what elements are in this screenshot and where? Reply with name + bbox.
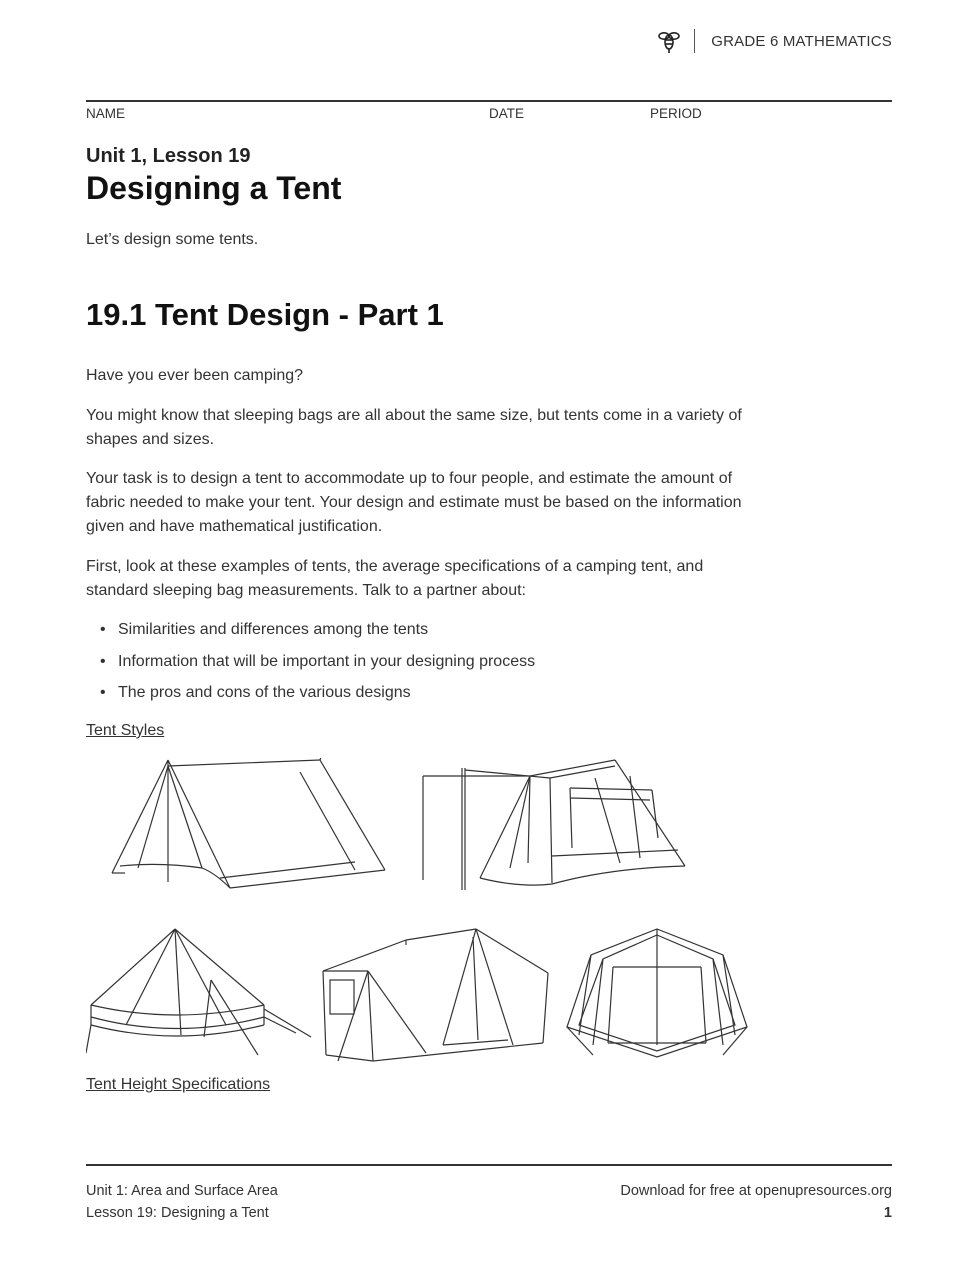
name-field-label: NAME bbox=[86, 106, 126, 121]
bell-tent-illustration bbox=[86, 925, 314, 1060]
hexagonal-screen-tent-illustration bbox=[563, 925, 751, 1065]
tent-height-heading: Tent Height Specifications bbox=[86, 1076, 271, 1093]
a-frame-tent-illustration bbox=[110, 758, 390, 893]
paragraph: You might know that sleeping bags are all about the same size, but tents come in a variety of shapes and sizes. bbox=[86, 407, 742, 448]
bee-icon bbox=[656, 28, 682, 54]
date-field-label: DATE bbox=[489, 106, 525, 121]
download-link[interactable]: Download for free at openupresources.org bbox=[620, 1183, 892, 1199]
unit-lesson-label: Unit 1, Lesson 19 bbox=[86, 145, 251, 167]
list-item: • Similarities and differences among the tents bbox=[100, 619, 535, 651]
wall-tent-illustration bbox=[318, 925, 553, 1065]
page-header bbox=[656, 28, 892, 54]
section-title: 19.1 Tent Design - Part 1 bbox=[86, 297, 444, 332]
period-field-label: PERIOD bbox=[650, 106, 702, 121]
footer-right bbox=[620, 1180, 892, 1224]
footer-unit: Unit 1: Area and Surface Area bbox=[86, 1183, 278, 1199]
discussion-list bbox=[100, 619, 535, 714]
cabin-tent-with-awning-illustration bbox=[420, 758, 690, 893]
paragraph: Your task is to design a tent to accommodate up to four people, and estimate the amount of fabric needed to make your tent. Your design and estimate must be based on the information given and have mathematical justification. bbox=[86, 470, 742, 535]
paragraph: First, look at these examples of tents, the average specifications of a camping tent, and standard sleeping bag measurements. Talk to a partner about: bbox=[86, 558, 704, 599]
tent-styles-heading: Tent Styles bbox=[86, 722, 165, 739]
footer-left bbox=[86, 1180, 278, 1224]
lesson-intro: Let’s design some tents. bbox=[86, 231, 259, 248]
bottom-rule bbox=[86, 1164, 892, 1166]
top-rule bbox=[86, 100, 892, 102]
list-item: • The pros and cons of the various designs bbox=[100, 682, 535, 714]
subject-label: GRADE 6 MATHEMATICS bbox=[711, 32, 892, 50]
header-divider bbox=[694, 29, 695, 53]
page-number: 1 bbox=[883, 1205, 892, 1221]
footer-lesson: Lesson 19: Designing a Tent bbox=[86, 1205, 269, 1221]
list-item: • Information that will be important in your designing process bbox=[100, 651, 535, 683]
page-title: Designing a Tent bbox=[86, 170, 342, 206]
paragraph: Have you ever been camping? bbox=[86, 367, 304, 384]
